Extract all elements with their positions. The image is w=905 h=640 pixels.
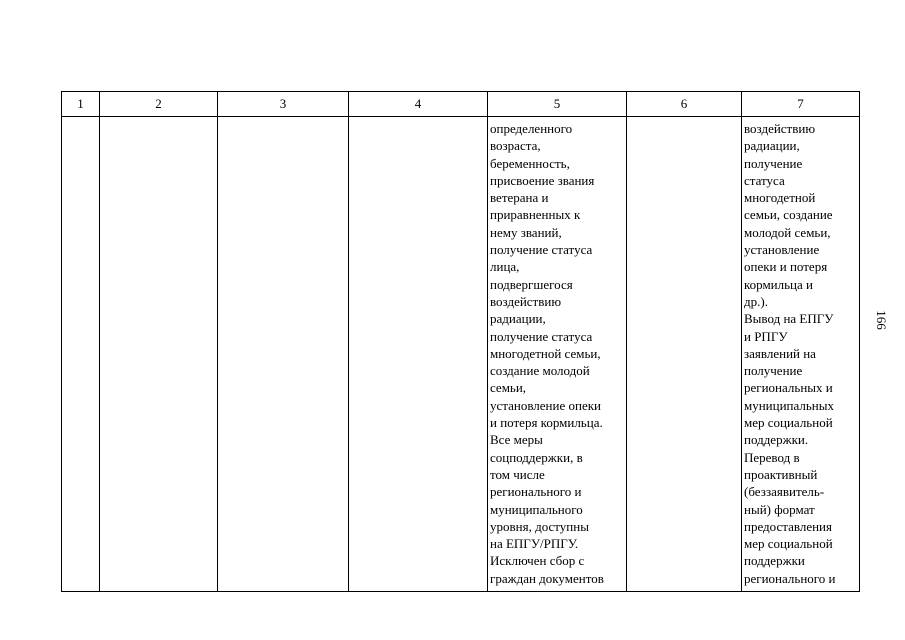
cell-col-4 [349, 117, 488, 592]
cell-col-5-text: определенного возраста, беременность, присвоение звания ветерана и приравненных к нему званий, получение статуса лица, подвергшегося воздействию радиации, получение статуса многодетной семьи, создание молодой семьи, установление опеки и потеря кормильца. Все меры соцподдержки, в том числе регионального и муниципального уровня, доступны на ЕПГУ/РПГУ. Исключен сбор с граждан документов [490, 121, 604, 586]
column-header-7: 7 [742, 92, 860, 117]
column-header-4: 4 [349, 92, 488, 117]
cell-col-5 [488, 117, 627, 592]
cell-col-6-text [627, 117, 741, 120]
column-header-1: 1 [62, 92, 100, 117]
cell-col-3-text [218, 117, 348, 120]
column-header-6: 6 [627, 92, 742, 117]
table-row [62, 117, 860, 592]
cell-col-2 [100, 117, 218, 592]
table-header-row [62, 92, 860, 117]
cell-col-7 [742, 117, 860, 592]
column-header-5: 5 [488, 92, 627, 117]
cell-col-7-text: воздействию радиации, получение статуса многодетной семьи, создание молодой семьи, установление опеки и потеря кормильца и др.). Вывод на ЕПГУ и РПГУ заявлений на получение региональных и муниципальных мер социальной поддержки. Перевод в проактивный (беззаявитель- ный) формат предоставления мер социальной поддержки регионального и [744, 121, 836, 586]
column-header-3: 3 [218, 92, 349, 117]
cell-col-2-text [100, 117, 217, 120]
column-header-2: 2 [100, 92, 218, 117]
page-number: 166 [874, 310, 889, 330]
cell-col-4-text [349, 117, 487, 120]
data-table [61, 91, 860, 592]
cell-col-1-text [62, 117, 99, 120]
cell-col-6 [627, 117, 742, 592]
cell-col-3 [218, 117, 349, 592]
cell-col-1 [62, 117, 100, 592]
